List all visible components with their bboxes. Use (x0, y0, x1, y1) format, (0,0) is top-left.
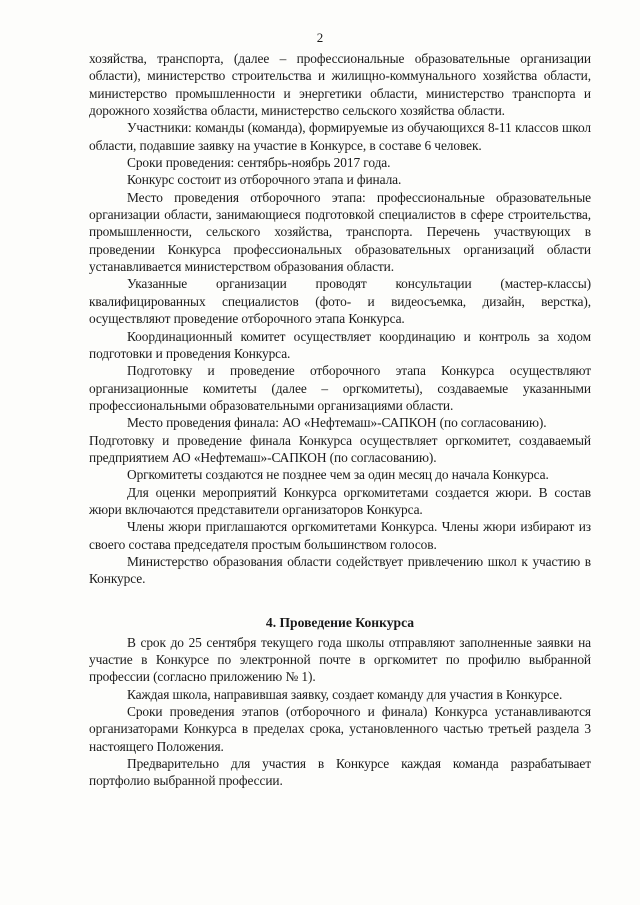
paragraph: Сроки проведения этапов (отборочного и финала) Конкурса устанавливаются организаторами Конкурса в пределах срока, установленного частью третьей раздела 3 настоящего Положения. (89, 704, 591, 754)
paragraph: В срок до 25 сентября текущего года школы отправляют заполненные заявки на участие в Конкурсе по электронной почте в оргкомитет по профилю выбранной профессии (согласно приложению № 1). (89, 634, 591, 685)
paragraph: Подготовку и проведение финала Конкурса осуществляет оргкомитет, создаваемый предприятием АО «Нефтемаш»-САПКОН (по согласованию). (89, 432, 591, 465)
paragraph: Предварительно для участия в Конкурсе каждая команда разрабатывает портфолио выбранной профессии. (89, 756, 591, 789)
paragraph: Участники: команды (команда), формируемые из обучающихся 8-11 классов школ области, подавшие заявку на участие в Конкурсе, в составе 6 человек. (89, 120, 591, 153)
paragraph: Для оценки мероприятий Конкурса оргкомитетами создается жюри. В состав жюри включаются представители организаторов Конкурса. (89, 484, 591, 517)
paragraph: Сроки проведения: сентябрь-ноябрь 2017 года. (127, 155, 391, 171)
paragraph: хозяйства, транспорта, (далее – профессиональные образовательные организации области), министерство строительства и жилищно-коммунального хозяйства области, министерство промышленности и энергетики области, министерство транспорта и дорожного хозяйства области, министерство сельского хозяйства области. (89, 51, 591, 119)
paragraph: Конкурс состоит из отборочного этапа и финала. (127, 172, 402, 188)
paragraph: Указанные организации проводят консультации (мастер-классы) квалифицированных специалистов (фото- и видеосъемка, дизайн, верстка), осуществляют проведение отборочного этапа Конкурса. (89, 276, 591, 327)
paragraph: Каждая школа, направившая заявку, создает команду для участия в Конкурсе. (127, 686, 563, 702)
section-heading: 4. Проведение Конкурса (265, 614, 415, 630)
paragraph: Координационный комитет осуществляет координацию и контроль за ходом подготовки и проведения Конкурса. (89, 328, 591, 361)
page-number: 2 (316, 30, 324, 45)
paragraph: Оргкомитеты создаются не позднее чем за один месяц до начала Конкурса. (127, 467, 549, 483)
paragraph: Подготовку и проведение отборочного этапа Конкурса осуществляют организационные комитеты (далее – оргкомитеты), создаваемые указанными профессиональными образовательными организациями области. (89, 363, 591, 413)
paragraph: Члены жюри приглашаются оргкомитетами Конкурса. Члены жюри избирают из своего состава председателя простым большинством голосов. (89, 519, 591, 552)
paragraph: Место проведения отборочного этапа: профессиональные образовательные организации области, занимающиеся подготовкой специалистов в сфере строительства, промышленности, сельского хозяйства, транспорта. Перечень участвующих в проведении Конкурса профессиональных образовательных организаций области устанавливается министерством образования области. (89, 189, 591, 275)
paragraph: Министерство образования области содействует привлечению школ к участию в Конкурсе. (89, 553, 591, 587)
document-body (89, 50, 591, 790)
paragraph: Место проведения финала: АО «Нефтемаш»-САПКОН (по согласованию). (127, 415, 547, 431)
